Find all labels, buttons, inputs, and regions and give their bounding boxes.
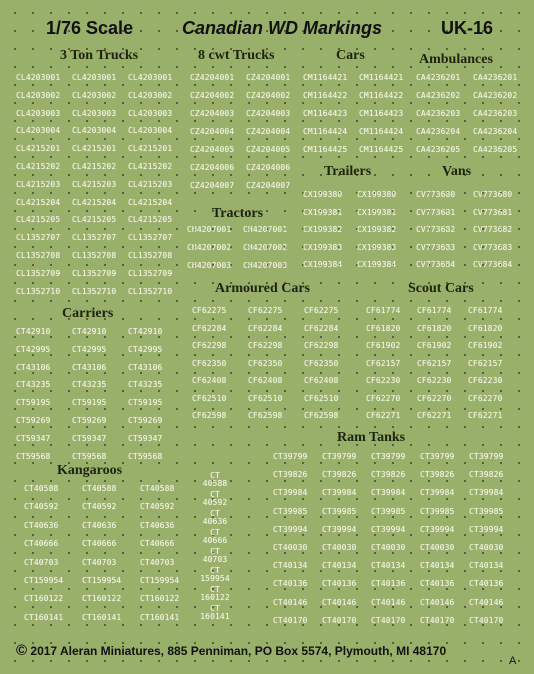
decal-code: CT40146 (273, 597, 308, 607)
decal-code: CL1352709 (72, 268, 117, 278)
decal-code: CF62275 (192, 306, 227, 315)
decal-code: CZ4204002 (246, 91, 291, 100)
decal-code: CZ4204005 (246, 145, 291, 154)
decal-code: CF62230 (468, 376, 503, 385)
copyright-icon: © (16, 642, 28, 659)
decal-code: CT159954 (24, 575, 64, 585)
decal-code: CX199382 (357, 225, 397, 234)
decal-code: CL4203003 (128, 108, 173, 118)
decal-code: CT39826 (371, 470, 406, 480)
decal-code: CZ4204002 (190, 91, 235, 100)
decal-code: CF62284 (304, 323, 339, 333)
decal-code: CT40703 (24, 557, 59, 567)
decal-code: CF62298 (192, 341, 227, 350)
decal-code: CT40146 (371, 597, 406, 607)
decal-code: CT 40592 (202, 490, 228, 507)
decal-code: CT39826 (322, 470, 357, 480)
decal-code: CT40588 (140, 484, 175, 493)
decal-code: CT40134 (469, 561, 504, 571)
decal-code: CT39984 (469, 488, 504, 498)
decal-code: CL4215202 (16, 161, 61, 171)
decal-code: CT59568 (16, 451, 51, 461)
decal-code: CA4236204 (473, 127, 518, 136)
decal-grid-carriers (16, 327, 184, 469)
decal-code: CF62510 (304, 393, 339, 403)
group-title-ram-tanks: Ram Tanks (337, 430, 406, 445)
decal-code: CT160122 (82, 594, 122, 604)
decal-code: CZ4204004 (246, 127, 291, 136)
decal-code: CM1164421 (303, 73, 348, 82)
decal-code: CX199384 (357, 260, 397, 269)
decal-code: CL4203001 (128, 73, 173, 82)
group-title-carriers: Carriers (62, 306, 114, 321)
decal-grid-3-ton-trucks (16, 73, 184, 304)
decal-code: CT39984 (371, 488, 406, 498)
group-title-8-cwt-trucks: 8 cwt Trucks (198, 48, 275, 63)
decal-code: CX199383 (357, 242, 397, 252)
decal-code: CT 40666 (202, 528, 228, 545)
decal-code: CA4236202 (416, 91, 461, 100)
decal-code: CT39826 (420, 470, 455, 480)
decal-code: CL1352710 (16, 286, 61, 296)
decal-code: CT 40588 (202, 471, 228, 488)
decal-code: CV773683 (473, 242, 513, 252)
decal-code: CT42910 (72, 327, 107, 336)
group-title-kangaroos: Kangaroos (57, 463, 123, 478)
decal-code: CF62408 (192, 376, 227, 385)
decal-code: CT39994 (322, 524, 357, 534)
decal-code: CT43106 (72, 362, 107, 372)
decal-code: CT40136 (469, 579, 504, 589)
decal-code: CT59347 (72, 433, 107, 443)
decal-grid-ambulances (416, 73, 530, 163)
decal-code: CT39994 (420, 524, 455, 534)
decal-code: CZ4204007 (246, 181, 291, 190)
decal-code: CT42910 (16, 327, 51, 336)
decal-code: CT40136 (322, 579, 357, 589)
decal-code: CT159954 (82, 575, 122, 585)
decal-code: CT39985 (469, 506, 504, 516)
decal-code: CF61820 (417, 323, 452, 333)
decal-code: CF61820 (366, 323, 401, 333)
decal-code: CL4203001 (72, 73, 117, 82)
decal-code: CT40592 (82, 502, 117, 512)
decal-code: CF62350 (304, 358, 339, 368)
decal-code: CT59195 (16, 398, 51, 408)
decal-code: CF62271 (366, 411, 401, 420)
decal-code: CA4236205 (473, 145, 518, 154)
decal-code: CV773684 (473, 260, 513, 269)
decal-code: CT40136 (420, 579, 455, 589)
decal-code: CF61774 (366, 306, 401, 315)
decal-code: CF62298 (304, 341, 339, 350)
decal-code: CF61902 (417, 341, 452, 350)
decal-code: CV773682 (416, 225, 456, 234)
decal-code: CL1352708 (128, 250, 173, 260)
decal-code: CT59269 (16, 415, 51, 425)
decal-code: CT39984 (273, 488, 308, 498)
decal-code: CF61902 (366, 341, 401, 350)
decal-code: CT39826 (273, 470, 308, 480)
decal-code: CM1164423 (303, 109, 348, 118)
decal-code: CT40134 (371, 561, 406, 571)
decal-code: CT43235 (72, 380, 107, 390)
decal-code: CT40636 (82, 520, 117, 530)
decal-code: CF62598 (248, 411, 283, 420)
decal-code: CT40146 (322, 597, 357, 607)
decal-code: CX199382 (303, 225, 343, 234)
decal-code: CF62157 (417, 358, 452, 368)
decal-code: CT39994 (371, 524, 406, 534)
decal-code: CT40030 (469, 542, 504, 552)
decal-grid-scout-cars (366, 306, 519, 429)
decal-code: CM1164425 (359, 145, 404, 154)
decal-grid-ram-tanks (273, 452, 518, 634)
decal-code: CF61902 (468, 341, 503, 350)
decal-code: CL4215205 (72, 215, 117, 225)
decal-code: CT39799 (469, 452, 504, 461)
decal-code: CX199380 (303, 190, 343, 199)
decal-code: CT40666 (140, 539, 175, 549)
decal-code: CT40136 (371, 579, 406, 589)
decal-code: CT160122 (24, 594, 64, 604)
group-title-trailers: Trailers (324, 164, 372, 179)
decal-code: CH4207001 (187, 225, 232, 234)
decal-code: CT160141 (82, 612, 122, 622)
decal-code: CT42995 (128, 344, 163, 354)
decal-code: CV773680 (416, 190, 456, 199)
decal-code: CT40030 (371, 542, 406, 552)
decal-code: CH4207003 (187, 261, 232, 270)
decal-code: CZ4204004 (190, 127, 235, 136)
decal-code: CT40146 (469, 597, 504, 607)
decal-code: CT40146 (420, 597, 455, 607)
decal-code: CT59347 (128, 433, 163, 443)
decal-code: CL4215201 (128, 144, 173, 154)
decal-code: CT40592 (24, 502, 59, 512)
decal-code: CT42995 (72, 344, 107, 354)
decal-code: CL4203004 (16, 126, 61, 136)
decal-code: CL4203004 (128, 126, 173, 136)
group-title-cars: Cars (336, 48, 365, 63)
decal-code: CT43106 (128, 362, 163, 372)
footer-text: 2017 Aleran Miniatures, 885 Penniman, PO Box 5574, Plymouth, MI 48170 (30, 644, 447, 658)
decal-code: CF62230 (366, 376, 401, 385)
decal-code: CL4203002 (72, 90, 117, 100)
decal-code: CT39799 (273, 452, 308, 461)
decal-code: CM1164421 (359, 73, 404, 82)
decal-code: CL4215201 (72, 144, 117, 154)
decal-code: CZ4204003 (190, 109, 235, 118)
group-title-3-ton-trucks: 3 Ton Trucks (60, 48, 139, 63)
decal-code: CT59347 (16, 433, 51, 443)
decal-code: CT40703 (82, 557, 117, 567)
scale-label: 1/76 Scale (46, 18, 134, 38)
decal-code: CZ4204005 (190, 145, 235, 154)
decal-code: CF62510 (248, 393, 283, 403)
decal-code: CT40134 (420, 561, 455, 571)
decal-code: CT 40703 (202, 547, 228, 564)
decal-code: CT40030 (322, 542, 357, 552)
decal-code: CA4236204 (416, 127, 461, 136)
decal-code: CM1164424 (359, 127, 404, 136)
decal-code: CT42910 (128, 327, 163, 336)
sheet-title: Canadian WD Markings (182, 18, 383, 38)
decal-code: CT40666 (82, 539, 117, 549)
decal-code: CA4236201 (473, 73, 518, 82)
decal-code: CL4215203 (16, 179, 61, 189)
decal-code: CT39985 (322, 506, 357, 516)
decal-code: CL4215204 (72, 197, 117, 207)
decal-code: CZ4204006 (190, 163, 235, 172)
footer-credit (16, 642, 446, 659)
decal-code: CT40636 (24, 520, 59, 530)
decal-code: CT39985 (420, 506, 455, 516)
decal-code: CF62157 (468, 358, 503, 368)
decal-code: CF62157 (366, 358, 401, 368)
decal-code: CL1352708 (72, 250, 117, 260)
decal-code: CT40170 (322, 615, 357, 625)
decal-grid-8-cwt-trucks (190, 73, 302, 199)
decal-code: CH4207001 (243, 225, 288, 234)
decal-code: CA4236202 (473, 91, 518, 100)
decal-code: CT40170 (469, 615, 504, 625)
decal-code: CL4215205 (16, 215, 61, 225)
decal-code: CT43235 (16, 380, 51, 390)
sheet-mark: A (509, 655, 517, 667)
decal-code: CT40170 (371, 615, 406, 625)
decal-code: CF62598 (192, 411, 227, 420)
decal-code: CM1164422 (303, 91, 348, 100)
decal-code: CM1164424 (303, 127, 348, 136)
decal-code: CT59269 (128, 415, 163, 425)
decal-code: CL1352707 (16, 233, 61, 243)
decal-code: CZ4204007 (190, 181, 235, 190)
decal-code: CL4215202 (128, 161, 173, 171)
decal-code: CT40134 (273, 561, 308, 571)
decal-code: CV773682 (473, 225, 513, 234)
decal-code: CF62298 (248, 341, 283, 350)
decal-code: CL4215204 (128, 197, 173, 207)
decal-code: CT40170 (420, 615, 455, 625)
decal-code: CL4215203 (128, 179, 173, 189)
decal-code: CF61774 (468, 306, 503, 315)
decal-code: CT59195 (128, 398, 163, 408)
decal-code: CV773680 (473, 190, 513, 199)
decal-stack-kangaroos-vertical (199, 472, 231, 624)
decal-code: CT160141 (24, 612, 64, 622)
decal-code: CX199383 (303, 242, 343, 252)
decal-code: CT42995 (16, 344, 51, 354)
decal-code: CT59195 (72, 398, 107, 408)
decal-code: CV773683 (416, 242, 456, 252)
decal-code: CF62270 (468, 393, 503, 403)
decal-code: CT39826 (469, 470, 504, 480)
decal-code: CT39799 (371, 452, 406, 461)
decal-code: CF62275 (304, 306, 339, 315)
decal-code: CL4215202 (72, 161, 117, 171)
decal-code: CT40134 (322, 561, 357, 571)
decal-code: CT40592 (140, 502, 175, 512)
decal-code: CT40170 (273, 615, 308, 625)
decal-code: CT59568 (72, 451, 107, 461)
decal-code: CL1352708 (16, 250, 61, 260)
decal-code: CL1352709 (128, 268, 173, 278)
decal-code: CT 159954 (200, 566, 230, 583)
decal-grid-armoured-cars (192, 306, 360, 429)
decal-code: CT 40636 (202, 509, 228, 526)
decal-grid-kangaroos (24, 484, 198, 631)
decal-code: CA4236203 (473, 109, 518, 118)
decal-code: CL1352710 (72, 286, 117, 296)
decal-code: CL4203002 (128, 90, 173, 100)
group-title-scout-cars: Scout Cars (408, 281, 474, 296)
decal-code: CT39994 (273, 524, 308, 534)
decal-code: CT43106 (16, 362, 51, 372)
decal-code: CL1352707 (128, 233, 173, 243)
decal-code: CT39984 (322, 488, 357, 498)
decal-code: CF62270 (417, 393, 452, 403)
decal-code: CF62408 (248, 376, 283, 385)
decal-code: CL4215203 (72, 179, 117, 189)
decal-code: CF62284 (192, 323, 227, 333)
decal-code: CT39799 (420, 452, 455, 461)
decal-code: CL4203001 (16, 73, 61, 82)
decal-code: CT59269 (72, 415, 107, 425)
decal-code: CF62510 (192, 393, 227, 403)
decal-code: CT59568 (128, 451, 163, 461)
decal-code: CT40588 (82, 484, 117, 493)
decal-code: CT39985 (273, 506, 308, 516)
group-title-ambulances: Ambulances (419, 52, 493, 67)
decal-code: CX199380 (357, 190, 397, 199)
group-title-vans: Vans (442, 164, 472, 179)
decal-code: CF62270 (366, 393, 401, 403)
decal-code: CT 160122 (200, 585, 230, 602)
decal-code: CZ4204001 (246, 73, 291, 82)
decal-code: CA4236201 (416, 73, 461, 82)
decal-code: CT159954 (140, 575, 180, 585)
decal-grid-vans (416, 190, 530, 278)
decal-code: CX199384 (303, 260, 343, 269)
decal-code: CF62271 (417, 411, 452, 420)
decal-code: CF62271 (468, 411, 503, 420)
decal-code: CT 160141 (200, 604, 230, 621)
decal-code: CH4207002 (243, 243, 288, 252)
decal-code: CM1164423 (359, 109, 404, 118)
decal-code: CT40030 (420, 542, 455, 552)
decal-code: CA4236203 (416, 109, 461, 118)
decal-code: CF62350 (192, 358, 227, 368)
decal-code: CM1164422 (359, 91, 404, 100)
decal-code: CT39799 (322, 452, 357, 461)
decal-code: CF62275 (248, 306, 283, 315)
decal-code: CF61774 (417, 306, 452, 315)
decal-code: CT39985 (371, 506, 406, 516)
decal-code: CL4215204 (16, 197, 61, 207)
decal-grid-tractors (187, 225, 299, 279)
decal-code: CT40666 (24, 539, 59, 549)
decal-code: CZ4204006 (246, 163, 291, 172)
decal-code: CH4207002 (187, 243, 232, 252)
decal-code: CZ4204003 (246, 109, 291, 118)
decal-code: CT39994 (469, 524, 504, 534)
decal-code: CA4236205 (416, 145, 461, 154)
decal-code: CL4203003 (72, 108, 117, 118)
decal-code: CT40636 (140, 520, 175, 530)
decal-code: CX199381 (357, 207, 397, 217)
decal-code: CL4203002 (16, 90, 61, 100)
decal-code: CM1164425 (303, 145, 348, 154)
decal-code: CF62598 (304, 411, 339, 420)
decal-code: CF62408 (304, 376, 339, 385)
decal-code: CZ4204001 (190, 73, 235, 82)
decal-code: CF62350 (248, 358, 283, 368)
decal-grid-cars (303, 73, 415, 163)
decal-code: CF62230 (417, 376, 452, 385)
decal-code: CL1352710 (128, 286, 173, 296)
decal-code: CT40703 (140, 557, 175, 567)
decal-code: CL1352709 (16, 268, 61, 278)
decal-code: CT40030 (273, 542, 308, 552)
decal-code: CF61820 (468, 323, 503, 333)
decal-code: CL4215201 (16, 144, 61, 154)
decal-code: CX199381 (303, 207, 343, 217)
decal-code: CV773681 (473, 207, 513, 217)
decal-code: CL4203003 (16, 108, 61, 118)
group-title-tractors: Tractors (212, 206, 264, 221)
decal-code: CL4215205 (128, 215, 173, 225)
decal-code: CT160141 (140, 612, 180, 622)
decal-code: CV773681 (416, 207, 456, 217)
sheet-code: UK-16 (441, 18, 494, 38)
decal-code: CL1352707 (72, 233, 117, 243)
decal-code: CF62284 (248, 323, 283, 333)
decal-code: CT40136 (273, 579, 308, 589)
group-title-armoured-cars: Armoured Cars (215, 281, 311, 296)
decal-code: CH4207003 (243, 261, 288, 270)
decal-code: CT40588 (24, 484, 59, 493)
decal-code: CT160122 (140, 594, 180, 604)
decal-code: CL4203004 (72, 126, 117, 136)
decal-code: CT39984 (420, 488, 455, 498)
decal-code: CV773684 (416, 260, 456, 269)
decal-code: CT43235 (128, 380, 163, 390)
decal-grid-trailers (303, 190, 411, 278)
